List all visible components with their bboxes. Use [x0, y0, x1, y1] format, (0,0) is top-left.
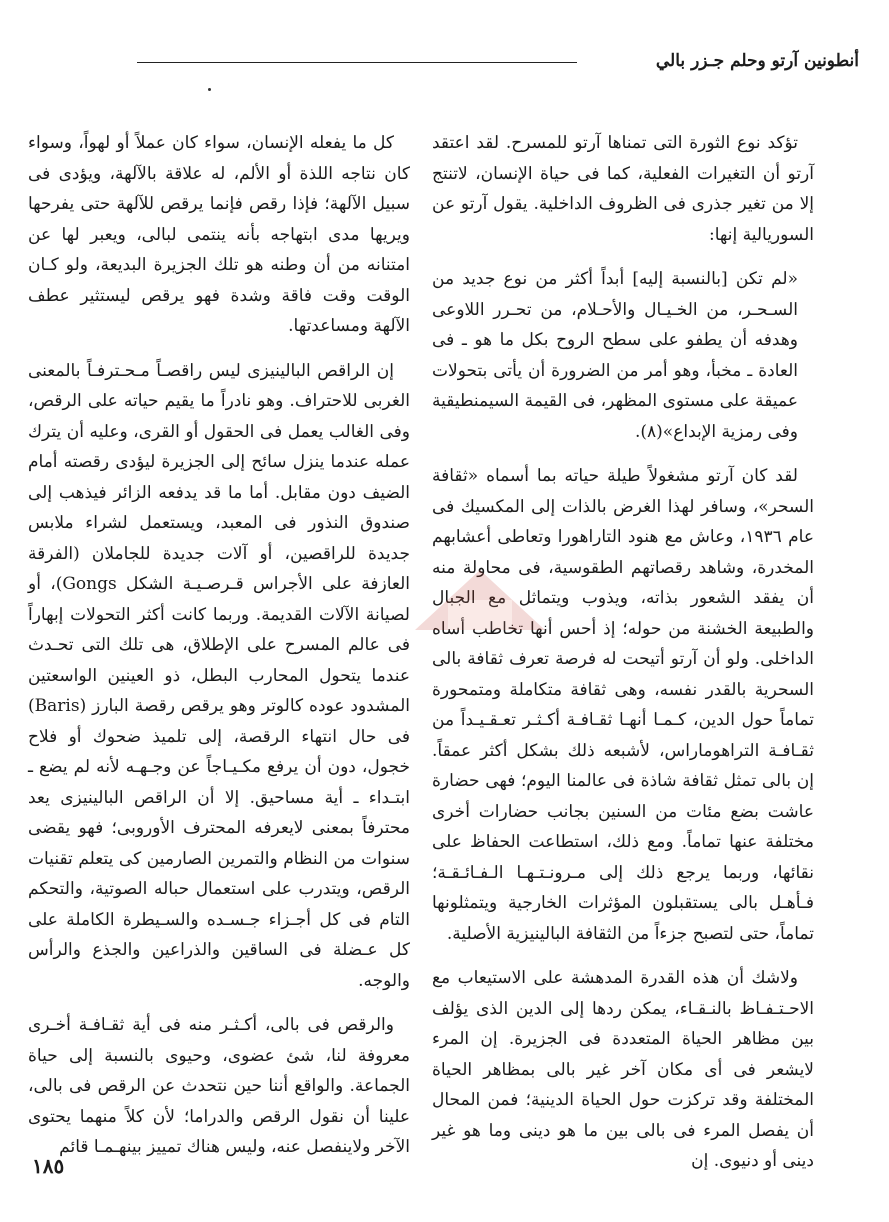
paragraph: والرقص فى بالى، أكـثـر منه فى أية ثقـافـة أخـرى معروفة لنا، شئ عضوى، وحيوى بالنسبة إلى حياة الجماعة. والواقع أننا حين نتحدث عن الرقص فى بالى، علينا أن نقول الرقص والدراما؛ لأن كلاً منهما يحتوى الآخر ولاينفصل عنه، وليس هناك تمييز بينهـمـا قائم [28, 1015, 410, 1157]
right-column [432, 128, 814, 1171]
running-title: أنطونين آرتو وحلم جـزر بالي [655, 51, 859, 71]
paragraph: إن الراقص البالينيزى ليس راقصـاً مـحـترفـاً بالمعنى الغربى للاحتراف. وهو نادراً ما يقيم حياته على الرقص، وفى الغالب يعمل فى الحقول أو القرى، وعليه أن يترك عمله عندما ينزل سائح إلى الجزيرة ليؤدى رقصته أمام الضيف دون مقابل. أما ما قد يدفعه الزائر فيذهب إلى صندوق النذور فى المعبد، ويستعمل لشراء ملابس جديدة للراقصين، أو آلات جديدة للجاملان (الفرقة العازفة على الأجراس قـرصـيـة الشكل Gongs)، أو لصيانة الآلات القديمة. وربما كانت أكثر التحولات إبهاراً فى عالم المسرح على الإطلاق، هى تلك التى تحـدث عندما يتحول المحارب البطل، ذو العينين الواسعتين المشدود عوده كالوتر وهو يرقص رقصة البارز (Baris) فى حال انتهاء الرقصة، إلى تلميذ ضحوك أو فلاح خجول، دون أن يرفع مكـيـاجاً عن وجـهـه لأنه لم يضع ـ ابتـداء ـ أية مساحيق. إلا أن الراقص البالينيزى يعد محترفاً بمعنى لايعرفه المحترف الأوروبى؛ فهو يقضى سنوات من النظام والتمرين الصارمين كى يتعلم تقنيات الرقص، ويتدرب على استعمال حباله الصوتية، والتحكم التام فى كل أجـزاء جـسـده والسـيطرة الكاملة على كل عـضلة فى الساقين والذراعين والجذع والرأس والوجه. [28, 360, 410, 991]
header-rule [137, 62, 577, 63]
left-column [28, 128, 410, 1158]
quote-paragraph: «لم تكن [بالنسبة إليه] أبداً أكثر من نوع جديد من السـحـر، من الخـيـال والأحـلام، من تحـرر اللاوعى وهدفه أن يطفو على سطح الروح بكل ما هو ـ فى العادة ـ مخبأ، وهو أمر من الضرورة أن يأتى بتحولات عميقة على مستوى المظهر، فى القيمة السيمنطيقية وفى رمزية الإبداع»(٨). [432, 269, 798, 442]
paragraph: لقد كان آرتو مشغولاً طيلة حياته بما أسماه «ثقافة السحر»، وسافر لهذا الغرض بالذات إلى المكسيك فى عام ١٩٣٦، وعاش مع هنود التاراهورا وتعاطى أعشابهم المخدرة، وشاهد رقصاتهم الطقوسية، فى محاولة منه أن يفقد الشعور بذاته، ويذوب ويتماثل مع الجبال والطبيعة الخشنة من حوله؛ إذ أحس أنها تخاطب أساه الداخلى. ولو أن آرتو أتيحت له فرصة تعرف ثقافة بالى السحرية بالقدر نفسه، وهى ثقافة متكاملة ومتمحورة تماماً حول الدين، كـمـا أنهـا ثقـافـة أكـثـر تعـقـيـداً من ثقـافـة التراهوماراس، لأشبعه ذلك بشكل أكثر عمقاً. إن بالى تمثل ثقافة شاذة فى عالمنا اليوم؛ فهى حضارة عاشت بضع مئات من السنين بجانب حضارات أخرى مختلفة عنها تماماً. ومع ذلك، استطاعت الحفاظ على نقائها، وربما يرجع ذلك إلى مـرونـتـهـا الـفـائـقـة؛ فـأهـل بالى يستقبلون المؤثرات الخارجية ويتمثلونها تماماً، حتى لتصبح جزءاً من الثقافة البالينيزية الأصلية. [432, 466, 814, 944]
page-number: ١٨٥ [32, 1154, 65, 1178]
paragraph: كل ما يفعله الإنسان، سواء كان عملاً أو لهواً، وسواء كان نتاجه اللذة أو الألم، له علاقة بالآلهة، ويؤدى فى سبيل الآلهة؛ فإذا رقص فإنما يرقص للآلهة حتى يفرحها ويريها مدى ابتهاجه بأنه ينتمى لبالى، ويعبر لها عن امتنانه من أن وطنه هو تلك الجزيرة البديعة، ولو كـان الوقت وقت فاقة وشدة فهو يرقص ليستثير عطف الآلهة ومساعدتها. [28, 133, 410, 336]
running-header [22, 48, 867, 74]
paragraph: تؤكد نوع الثورة التى تمناها آرتو للمسرح. لقد اعتقد آرتو أن التغيرات الفعلية، كما فى حياة الإنسان، لاتنتج إلا من تغير جذرى فى الظروف الداخلية. يقول آرتو عن السوريالية إنها: [432, 133, 814, 245]
header-mark [208, 88, 211, 91]
paragraph: ولاشك أن هذه القدرة المدهشة على الاستيعاب مع الاحـتـفـاظ بالنـقـاء، يمكن ردها إلى الدين الذى يؤلف بين مظاهر الحياة المتعددة فى الجزيرة. إن المرء لايشعر فى أى مكان آخر غير بالى بمظاهر الحياة المختلفة وقد تركزت حول الحياة الدينية؛ فمن المحال أن يفصل المرء فى بالى بين ما هو دينى وما هو غير دينى أو دنيوى. إن [432, 968, 814, 1171]
